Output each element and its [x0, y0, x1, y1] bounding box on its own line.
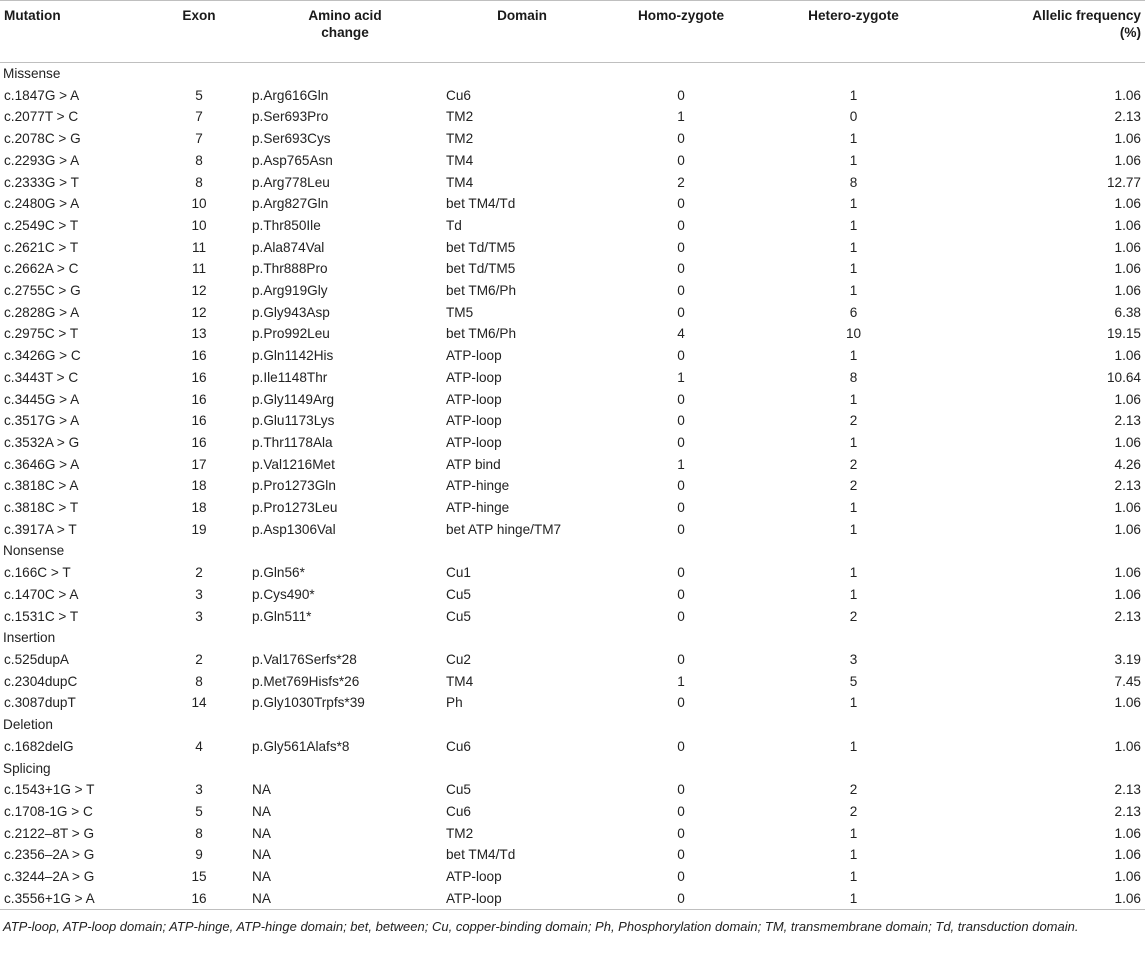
cell-homozygote: 0 [677, 413, 685, 429]
cell-mutation: c.3443T > C [4, 369, 79, 385]
cell-heterozygote: 0 [849, 109, 858, 125]
cell-domain: Cu6 [446, 803, 471, 819]
category-label: Insertion [3, 630, 56, 646]
cell-heterozygote: 1 [760, 888, 947, 910]
cell-domain: TM2 [446, 109, 474, 125]
cell-exon: 9 [195, 847, 203, 863]
cell-exon: 16 [150, 888, 248, 910]
cell-homozygote: 0 [677, 348, 685, 364]
cell-mutation: c.2356–2A > G [4, 847, 95, 863]
category-row [0, 63, 1145, 85]
cell-heterozygote: 1 [849, 196, 858, 212]
cell-domain: ATP-loop [446, 869, 502, 885]
cell-domain: TM4 [446, 174, 474, 190]
cell-mutation: c.2662A > C [4, 261, 79, 277]
cell-allelic-frequency: 1.06 [1114, 196, 1141, 212]
cell-heterozygote: 1 [849, 869, 858, 885]
cell-mutation: c.1543+1G > T [4, 782, 95, 798]
table-row [0, 692, 1145, 714]
cell-allelic-frequency: 3.19 [1114, 651, 1141, 667]
table-row [0, 562, 1145, 584]
table-header [0, 1, 1145, 63]
cell-amino-acid-change: NA [252, 782, 271, 798]
category-label: Splicing [3, 760, 51, 776]
cell-heterozygote: 1 [849, 217, 858, 233]
cell-exon: 7 [195, 109, 203, 125]
cell-allelic-frequency: 1.06 [1114, 586, 1141, 602]
cell-domain: ATP-loop [442, 888, 602, 910]
cell-mutation: c.1531C > T [4, 608, 79, 624]
cell-amino-acid-change: p.Ser693Cys [252, 131, 331, 147]
table-row [0, 432, 1145, 454]
cell-mutation: c.2077T > C [4, 109, 79, 125]
cell-heterozygote: 1 [849, 152, 858, 168]
cell-heterozygote: 1 [849, 434, 858, 450]
table-row [0, 410, 1145, 432]
cell-homozygote: 1 [677, 673, 685, 689]
cell-amino-acid-change: p.Arg919Gly [252, 283, 328, 299]
cell-domain: bet Td/TM5 [446, 261, 516, 277]
header-mutation: Mutation [0, 1, 150, 63]
cell-mutation: c.3818C > T [4, 500, 79, 516]
cell-amino-acid-change: p.Thr1178Ala [252, 434, 333, 450]
cell-homozygote: 0 [677, 217, 685, 233]
cell-heterozygote: 1 [849, 847, 858, 863]
cell-exon: 12 [191, 283, 207, 299]
cell-allelic-frequency: 1.06 [1114, 825, 1141, 841]
cell-homozygote: 1 [677, 109, 685, 125]
cell-amino-acid-change: p.Gly561Alafs*8 [252, 738, 350, 754]
cell-exon: 7 [195, 131, 203, 147]
table-row [0, 606, 1145, 628]
cell-domain: ATP-loop [446, 348, 502, 364]
table-row [0, 844, 1145, 866]
cell-amino-acid-change: p.Gln511* [252, 608, 312, 624]
header-exon: Exon [150, 1, 248, 63]
header-heterozygote: Hetero-zygote [760, 1, 947, 63]
cell-domain: ATP-loop [446, 434, 502, 450]
cell-heterozygote: 2 [849, 413, 858, 429]
cell-mutation: c.2122–8T > G [4, 825, 95, 841]
cell-allelic-frequency: 1.06 [1114, 261, 1141, 277]
cell-mutation: c.3917A > T [4, 521, 77, 537]
table-row [0, 671, 1145, 693]
cell-homozygote: 0 [677, 196, 685, 212]
cell-domain: bet TM4/Td [446, 196, 516, 212]
cell-mutation: c.3517G > A [4, 413, 80, 429]
cell-mutation: c.3244–2A > G [4, 869, 95, 885]
table-body [0, 63, 1145, 910]
cell-amino-acid-change: NA [252, 803, 271, 819]
cell-mutation: c.2621C > T [4, 239, 79, 255]
cell-mutation: c.525dupA [4, 651, 70, 667]
cell-allelic-frequency: 1.06 [1114, 565, 1141, 581]
cell-mutation: c.3426G > C [4, 348, 81, 364]
cell-allelic-frequency: 2.13 [1114, 413, 1141, 429]
cell-heterozygote: 2 [849, 803, 858, 819]
cell-exon: 15 [191, 869, 207, 885]
cell-homozygote: 4 [677, 326, 685, 342]
cell-exon: 4 [195, 738, 203, 754]
category-label: Nonsense [3, 543, 65, 559]
table-row [0, 367, 1145, 389]
table-row [0, 649, 1145, 671]
cell-homozygote: 0 [677, 391, 685, 407]
table-row [0, 193, 1145, 215]
cell-homozygote: 0 [677, 521, 685, 537]
cell-amino-acid-change: p.Val176Serfs*28 [252, 651, 357, 667]
cell-amino-acid-change: p.Met769Hisfs*26 [252, 673, 360, 689]
cell-mutation: c.3445G > A [4, 391, 80, 407]
cell-heterozygote: 2 [849, 608, 858, 624]
cell-allelic-frequency: 1.06 [1114, 434, 1141, 450]
cell-mutation: c.2480G > A [4, 196, 80, 212]
cell-mutation: c.1470C > A [4, 586, 79, 602]
cell-homozygote: 0 [677, 152, 685, 168]
cell-domain: TM4 [446, 152, 474, 168]
cell-exon: 5 [195, 87, 203, 103]
header-domain: Domain [442, 1, 602, 63]
cell-exon: 3 [195, 586, 203, 602]
cell-homozygote: 0 [677, 500, 685, 516]
cell-mutation: c.1708-1G > C [4, 803, 93, 819]
cell-amino-acid-change: p.Gly943Asp [252, 304, 330, 320]
cell-mutation: c.3087dupT [4, 695, 76, 711]
cell-heterozygote: 1 [849, 283, 858, 299]
table-row [0, 519, 1145, 541]
cell-amino-acid-change: NA [252, 869, 271, 885]
table-row [0, 823, 1145, 845]
header-freq-line2: (%) [1119, 25, 1141, 40]
cell-domain: bet ATP hinge/TM7 [446, 521, 562, 537]
cell-homozygote: 0 [677, 434, 685, 450]
cell-amino-acid-change: p.Pro992Leu [252, 326, 330, 342]
cell-allelic-frequency: 7.45 [1114, 673, 1141, 689]
cell-homozygote: 1 [677, 456, 685, 472]
table-row [0, 258, 1145, 280]
cell-exon: 2 [195, 651, 203, 667]
cell-homozygote: 0 [677, 565, 685, 581]
category-label: Deletion [3, 717, 53, 733]
cell-homozygote: 0 [677, 738, 685, 754]
cell-exon: 17 [191, 456, 207, 472]
cell-homozygote: 0 [677, 283, 685, 299]
cell-allelic-frequency: 1.06 [1114, 152, 1141, 168]
cell-homozygote: 0 [677, 478, 685, 494]
table-row [0, 389, 1145, 411]
cell-domain: TM2 [446, 825, 474, 841]
cell-exon: 14 [191, 695, 207, 711]
cell-amino-acid-change: p.Asp765Asn [252, 152, 333, 168]
cell-heterozygote: 1 [849, 695, 858, 711]
cell-amino-acid-change: p.Gln56* [252, 565, 305, 581]
cell-heterozygote: 1 [849, 131, 858, 147]
cell-allelic-frequency: 1.06 [1114, 391, 1141, 407]
cell-domain: ATP-loop [446, 413, 502, 429]
cell-exon: 8 [195, 174, 203, 190]
cell-mutation: c.2828G > A [4, 304, 80, 320]
table-row [0, 172, 1145, 194]
cell-amino-acid-change: p.Val1216Met [252, 456, 335, 472]
cell-exon: 3 [195, 782, 203, 798]
cell-amino-acid-change: p.Gln1142His [252, 348, 334, 364]
cell-domain: TM5 [446, 304, 474, 320]
cell-mutation: c.1847G > A [4, 87, 80, 103]
category-row [0, 540, 1145, 562]
cell-exon: 18 [191, 478, 207, 494]
cell-heterozygote: 1 [849, 391, 858, 407]
cell-exon: 16 [191, 413, 207, 429]
table-row [0, 128, 1145, 150]
cell-homozygote: 0 [677, 239, 685, 255]
cell-heterozygote: 1 [849, 565, 858, 581]
header-freq-line1: Allelic frequency [1032, 8, 1141, 23]
cell-heterozygote: 2 [849, 478, 858, 494]
cell-exon: 11 [191, 261, 207, 277]
cell-amino-acid-change: p.Cys490* [252, 586, 315, 602]
cell-allelic-frequency: 1.06 [1114, 217, 1141, 233]
cell-exon: 8 [195, 825, 203, 841]
header-aa-line2: change [321, 25, 369, 40]
cell-heterozygote: 8 [849, 369, 858, 385]
cell-heterozygote: 1 [849, 500, 858, 516]
table-row [0, 106, 1145, 128]
cell-amino-acid-change: p.Arg778Leu [252, 174, 330, 190]
cell-homozygote: 0 [677, 869, 685, 885]
category-row [0, 758, 1145, 780]
cell-domain: ATP-loop [446, 369, 502, 385]
cell-exon: 2 [195, 565, 203, 581]
cell-allelic-frequency: 2.13 [1114, 109, 1141, 125]
cell-heterozygote: 1 [849, 825, 858, 841]
table-row [0, 237, 1145, 259]
cell-allelic-frequency: 12.77 [1106, 174, 1141, 190]
cell-mutation: c.2755C > G [4, 283, 81, 299]
cell-homozygote: 0 [677, 803, 685, 819]
cell-homozygote: 1 [677, 369, 685, 385]
cell-heterozygote: 1 [849, 87, 858, 103]
cell-domain: ATP bind [446, 456, 501, 472]
table-row [0, 345, 1145, 367]
cell-amino-acid-change: p.Thr888Pro [252, 261, 328, 277]
cell-amino-acid-change: NA [248, 888, 442, 910]
cell-allelic-frequency: 6.38 [1114, 304, 1141, 320]
cell-allelic-frequency: 1.06 [1114, 283, 1141, 299]
cell-domain: Cu6 [446, 87, 471, 103]
cell-exon: 13 [191, 326, 207, 342]
cell-domain: TM4 [446, 673, 474, 689]
cell-homozygote: 0 [677, 782, 685, 798]
table-row [0, 454, 1145, 476]
cell-exon: 16 [191, 391, 207, 407]
cell-amino-acid-change: p.Gly1030Trpfs*39 [252, 695, 365, 711]
cell-mutation: c.3818C > A [4, 478, 79, 494]
cell-allelic-frequency: 4.26 [1114, 456, 1141, 472]
cell-mutation: c.166C > T [4, 565, 71, 581]
cell-amino-acid-change: p.Pro1273Gln [252, 478, 336, 494]
cell-exon: 16 [191, 369, 207, 385]
cell-amino-acid-change: p.Gly1149Arg [252, 391, 335, 407]
cell-allelic-frequency: 1.06 [1114, 847, 1141, 863]
cell-amino-acid-change: p.Arg827Gln [252, 196, 329, 212]
cell-domain: Cu5 [446, 608, 471, 624]
cell-heterozygote: 1 [849, 738, 858, 754]
cell-mutation: c.2975C > T [4, 326, 79, 342]
cell-amino-acid-change: p.Ile1148Thr [252, 369, 328, 385]
cell-heterozygote: 10 [845, 326, 862, 342]
cell-exon: 19 [191, 521, 207, 537]
header-allelic-frequency [947, 1, 1145, 63]
table-row [0, 85, 1145, 107]
cell-heterozygote: 3 [849, 651, 858, 667]
cell-domain: Ph [446, 695, 463, 711]
cell-domain: TM2 [446, 131, 474, 147]
table-row [0, 302, 1145, 324]
table-row [0, 888, 1145, 910]
cell-allelic-frequency: 1.06 [1114, 239, 1141, 255]
cell-allelic-frequency: 1.06 [1114, 131, 1141, 147]
cell-heterozygote: 2 [849, 456, 858, 472]
cell-exon: 16 [191, 348, 207, 364]
table-row [0, 866, 1145, 888]
cell-amino-acid-change: p.Ala874Val [252, 239, 325, 255]
cell-heterozygote: 1 [849, 348, 858, 364]
cell-allelic-frequency: 1.06 [947, 888, 1145, 910]
cell-homozygote: 0 [677, 261, 685, 277]
cell-amino-acid-change: p.Thr850Ile [252, 217, 321, 233]
cell-homozygote: 0 [677, 825, 685, 841]
cell-amino-acid-change: p.Pro1273Leu [252, 500, 338, 516]
cell-domain: ATP-hinge [446, 478, 510, 494]
cell-allelic-frequency: 10.64 [1106, 369, 1141, 385]
cell-allelic-frequency: 19.15 [1106, 326, 1141, 342]
cell-allelic-frequency: 1.06 [1114, 869, 1141, 885]
cell-domain: Td [446, 217, 462, 233]
category-label: Missense [3, 66, 61, 81]
table-row [0, 475, 1145, 497]
cell-homozygote: 0 [677, 87, 685, 103]
cell-homozygote: 0 [677, 651, 685, 667]
cell-allelic-frequency: 1.06 [1114, 500, 1141, 516]
header-row [0, 1, 1145, 63]
cell-exon: 10 [191, 217, 207, 233]
cell-homozygote: 0 [677, 304, 685, 320]
cell-exon: 11 [191, 239, 207, 255]
cell-amino-acid-change: p.Glu1173Lys [252, 413, 335, 429]
cell-allelic-frequency: 1.06 [1114, 348, 1141, 364]
cell-heterozygote: 1 [849, 239, 858, 255]
cell-amino-acid-change: p.Arg616Gln [252, 87, 329, 103]
cell-allelic-frequency: 2.13 [1114, 608, 1141, 624]
cell-homozygote: 0 [677, 131, 685, 147]
cell-exon: 16 [191, 434, 207, 450]
cell-amino-acid-change: p.Asp1306Val [252, 521, 336, 537]
table-row [0, 584, 1145, 606]
cell-exon: 3 [195, 608, 203, 624]
cell-allelic-frequency: 2.13 [1114, 478, 1141, 494]
header-homozygote: Homo-zygote [602, 1, 760, 63]
header-amino-acid-change [248, 1, 442, 63]
cell-amino-acid-change: NA [252, 847, 271, 863]
cell-exon: 10 [191, 196, 207, 212]
cell-allelic-frequency: 1.06 [1114, 521, 1141, 537]
table-row [0, 280, 1145, 302]
table-row [0, 497, 1145, 519]
table-row [0, 801, 1145, 823]
cell-domain: Cu5 [446, 782, 471, 798]
cell-allelic-frequency: 2.13 [1114, 803, 1141, 819]
cell-domain: Cu2 [446, 651, 471, 667]
cell-heterozygote: 1 [849, 261, 858, 277]
cell-homozygote: 0 [677, 586, 685, 602]
cell-homozygote: 0 [677, 608, 685, 624]
cell-mutation: c.3556+1G > A [0, 888, 150, 910]
cell-exon: 18 [191, 500, 207, 516]
cell-domain: Cu6 [446, 738, 471, 754]
cell-allelic-frequency: 2.13 [1114, 782, 1141, 798]
cell-domain: Cu1 [446, 565, 471, 581]
cell-mutation: c.2304dupC [4, 673, 78, 689]
table-row [0, 779, 1145, 801]
cell-domain: bet Td/TM5 [446, 239, 516, 255]
cell-mutation: c.1682delG [4, 738, 74, 754]
cell-mutation: c.2293G > A [4, 152, 80, 168]
cell-homozygote: 0 [677, 847, 685, 863]
cell-heterozygote: 6 [849, 304, 858, 320]
cell-heterozygote: 1 [849, 521, 858, 537]
cell-exon: 8 [195, 152, 203, 168]
cell-mutation: c.2078C > G [4, 131, 81, 147]
cell-domain: Cu5 [446, 586, 471, 602]
category-row [0, 714, 1145, 736]
cell-allelic-frequency: 1.06 [1114, 87, 1141, 103]
table-row [0, 150, 1145, 172]
cell-amino-acid-change: NA [252, 825, 271, 841]
table-row [0, 736, 1145, 758]
category-row [0, 627, 1145, 649]
table-row [0, 323, 1145, 345]
cell-homozygote: 0 [602, 888, 760, 910]
table-row [0, 215, 1145, 237]
cell-domain: bet TM6/Ph [446, 283, 517, 299]
cell-allelic-frequency: 1.06 [1114, 738, 1141, 754]
header-aa-line1: Amino acid [308, 8, 382, 23]
cell-mutation: c.2333G > T [4, 174, 79, 190]
cell-homozygote: 2 [677, 174, 685, 190]
cell-domain: bet TM6/Ph [446, 326, 517, 342]
cell-heterozygote: 8 [849, 174, 858, 190]
cell-mutation: c.3532A > G [4, 434, 80, 450]
cell-mutation: c.2549C > T [4, 217, 79, 233]
cell-exon: 12 [191, 304, 207, 320]
cell-amino-acid-change: p.Ser693Pro [252, 109, 329, 125]
cell-exon: 8 [195, 673, 203, 689]
cell-homozygote: 0 [677, 695, 685, 711]
cell-heterozygote: 2 [849, 782, 858, 798]
cell-domain: ATP-loop [446, 391, 502, 407]
cell-heterozygote: 1 [849, 586, 858, 602]
cell-mutation: c.3646G > A [4, 456, 80, 472]
cell-exon: 5 [195, 803, 203, 819]
table-footnote: ATP-loop, ATP-loop domain; ATP-hinge, ATP-hinge domain; bet, between; Cu, copper-binding domain; Ph, Phosphorylation domain; TM, transmembrane domain; Td, transduction domain. [3, 919, 1079, 935]
cell-domain: ATP-hinge [446, 500, 510, 516]
cell-allelic-frequency: 1.06 [1114, 695, 1141, 711]
cell-heterozygote: 5 [849, 673, 858, 689]
cell-domain: bet TM4/Td [446, 847, 516, 863]
